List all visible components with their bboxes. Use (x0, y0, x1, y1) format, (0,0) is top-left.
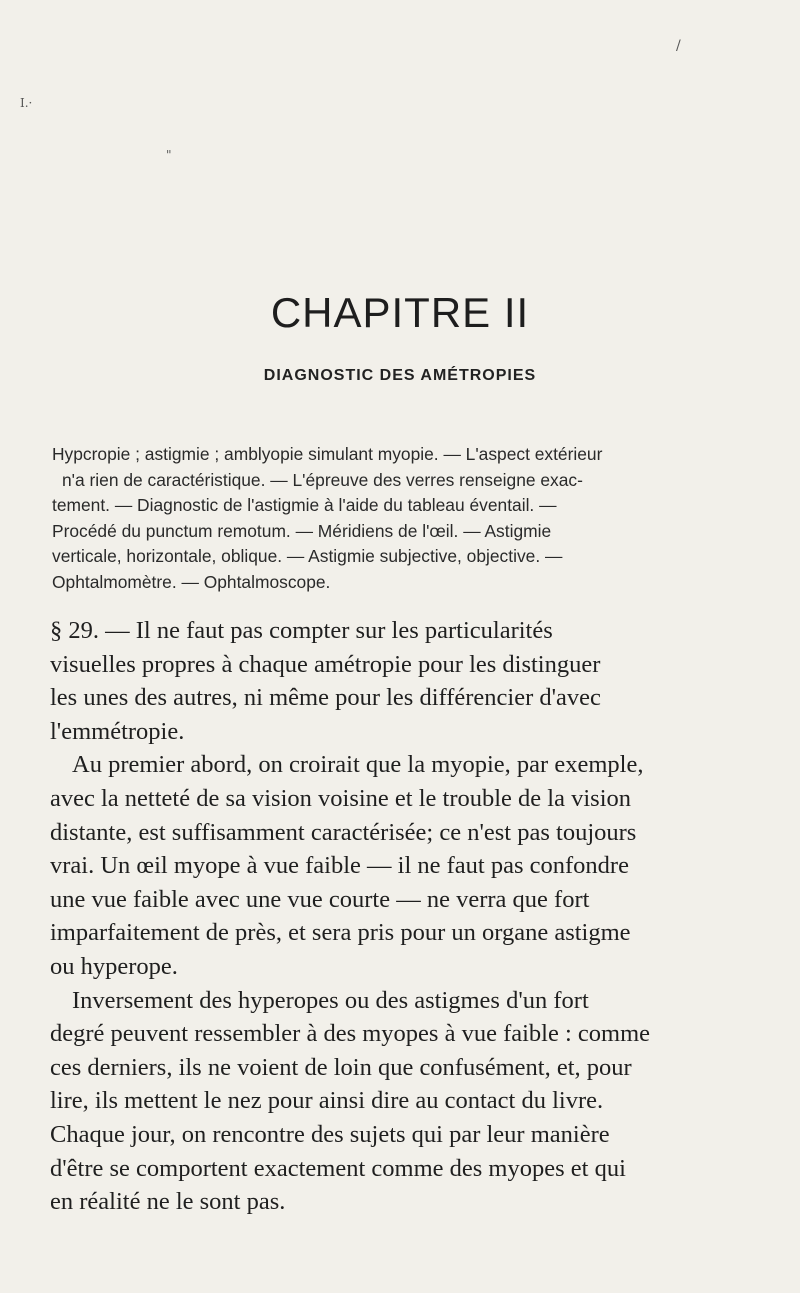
paragraph-line: l'emmétropie. (50, 717, 185, 745)
stray-mark-quote: " (166, 148, 172, 162)
paragraph-line: en réalité ne le sont pas. (50, 1188, 286, 1216)
paragraph-line: d'être se comportent exactement comme des myopes et qui (50, 1154, 626, 1182)
paragraph-line: degré peuvent ressembler à des myopes à vue faible : comme (50, 1020, 651, 1048)
paragraph-line: une vue faible avec une vue courte — ne verra que fort (50, 885, 590, 913)
summary-line: Procédé du punctum remotum. — Méridiens de l'œil. — Astigmie (52, 520, 552, 541)
summary-line: verticale, horizontale, oblique. — Astigmie subjective, objective. — (52, 546, 563, 566)
paragraph-line: avec la netteté de sa vision voisine et le trouble de la vision (50, 784, 632, 812)
chapter-subtitle: DIAGNOSTIC DES AMÉTROPIES (263, 367, 537, 384)
paragraph-line: Au premier abord, on croirait que la myopie, par exemple, (72, 751, 644, 779)
summary-line: Ophtalmomètre. — Ophtalmoscope. (52, 571, 331, 592)
paragraph-line: les unes des autres, ni même pour les différencier d'avec (50, 684, 601, 712)
paragraph-line: ces derniers, ils ne voient de loin que confusément, et, pour (50, 1053, 632, 1081)
stray-mark-slash: / (676, 38, 681, 54)
summary-line: tement. — Diagnostic de l'astigmie à l'aide du tableau éventail. — (52, 495, 557, 515)
paragraph-line: Inversement des hyperopes ou des astigmes d'un fort (72, 986, 589, 1014)
paragraph-line: vrai. Un œil myope à vue faible — il ne faut pas confondre (50, 852, 629, 880)
chapter-summary (52, 442, 760, 595)
summary-line: Hypcropie ; astigmie ; amblyopie simulant myopie. — L'aspect extérieur (52, 444, 603, 464)
paragraph-line: visuelles propres à chaque amétropie pour les distinguer (50, 650, 601, 678)
paragraph-line: Chaque jour, on rencontre des sujets qui par leur manière (50, 1120, 610, 1148)
body-text (50, 614, 768, 1219)
paragraph-line: § 29. — Il ne faut pas compter sur les particularités (50, 617, 553, 644)
paragraph-line: imparfaitement de près, et sera pris pour un organe astigme (50, 919, 631, 947)
paragraph-line: distante, est suffisamment caractérisée; ce n'est pas toujours (50, 818, 637, 846)
stray-mark-margin: I.· (20, 96, 33, 110)
chapter-title: CHAPITRE II (270, 289, 530, 336)
summary-line: n'a rien de caractéristique. — L'épreuve des verres renseigne exac- (62, 469, 583, 490)
paragraph-line: lire, ils mettent le nez pour ainsi dire au contact du livre. (50, 1087, 604, 1115)
paragraph-line: ou hyperope. (50, 952, 178, 980)
